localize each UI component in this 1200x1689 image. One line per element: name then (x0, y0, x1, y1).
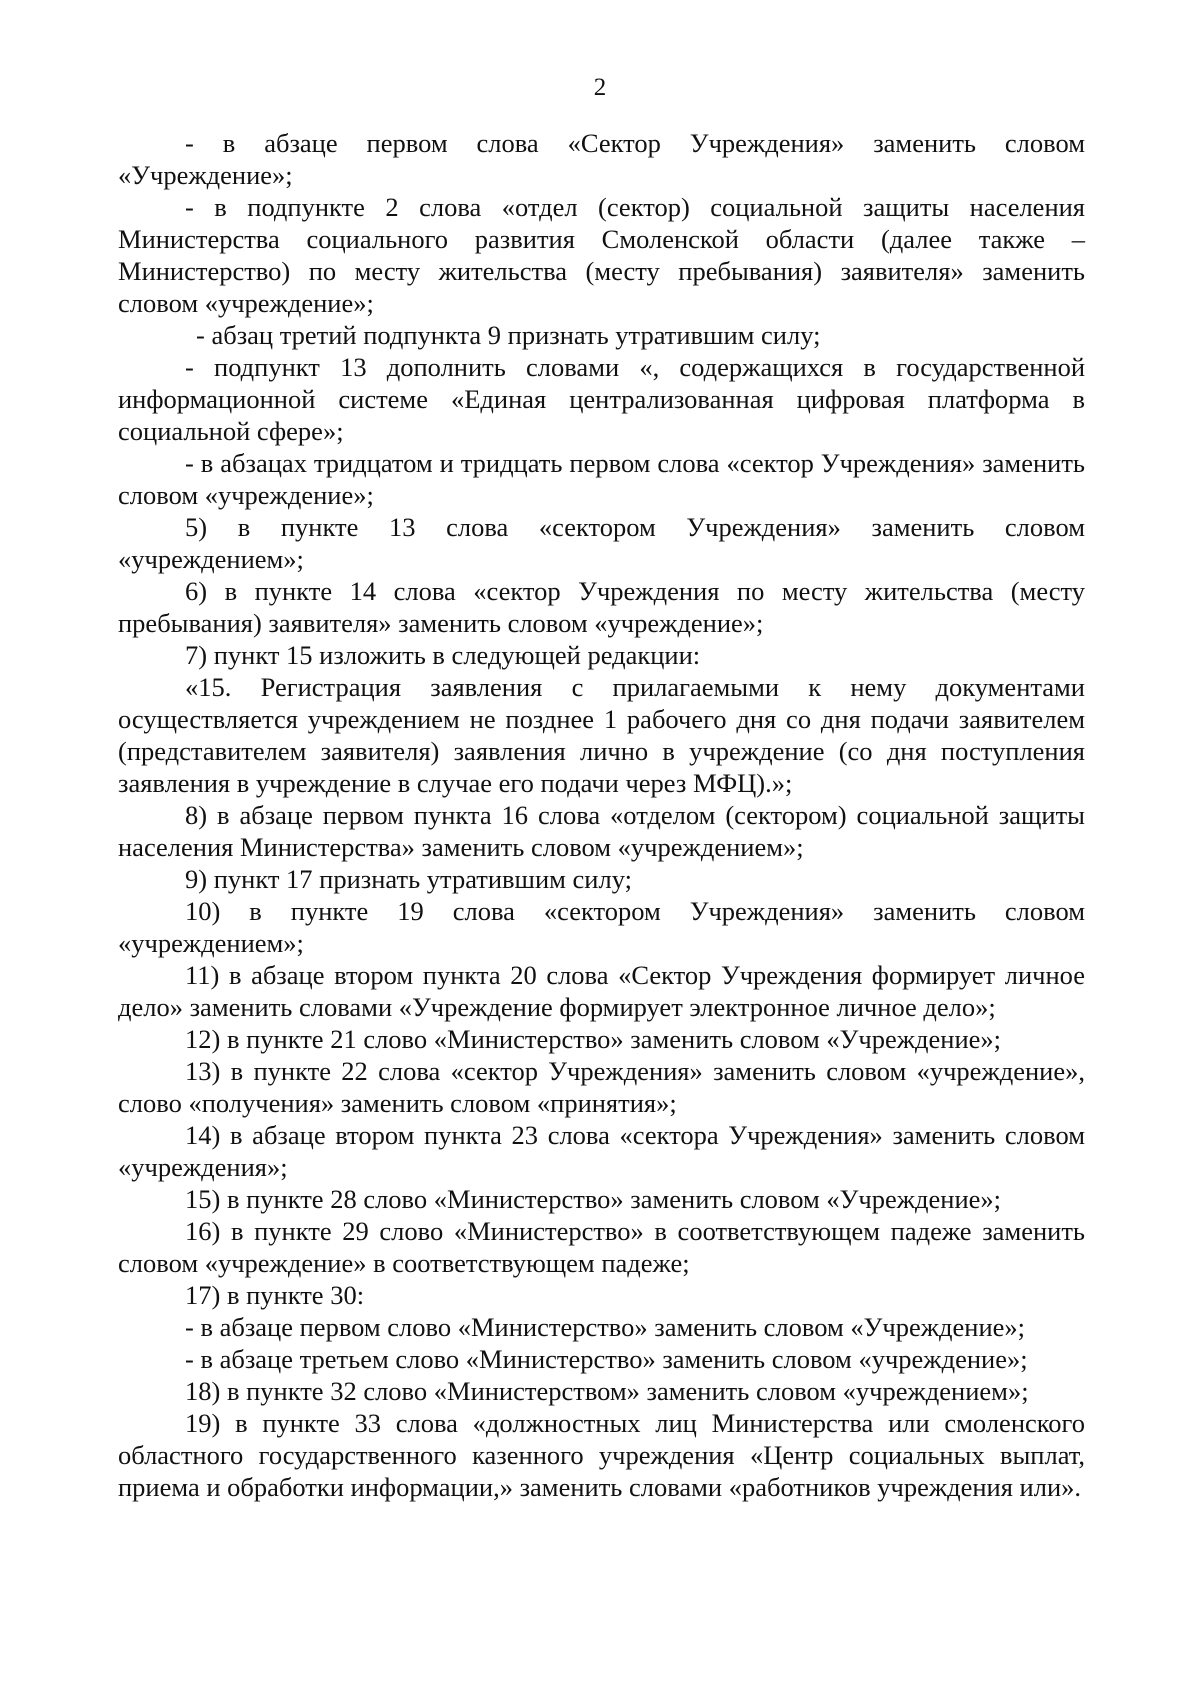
paragraph: 14) в абзаце втором пункта 23 слова «сектора Учреждения» заменить словом «учреждения»; (118, 1120, 1085, 1182)
paragraph: 9) пункт 17 признать утратившим силу; (185, 864, 632, 894)
paragraph: - абзац третий подпункта 9 признать утратившим силу; (196, 320, 821, 350)
paragraph: 12) в пункте 21 слово «Министерство» заменить словом «Учреждение»; (185, 1024, 1002, 1054)
paragraph: - в абзаце первом слово «Министерство» заменить словом «Учреждение»; (185, 1312, 1026, 1342)
document-body (118, 127, 1085, 1503)
paragraph: - в абзаце третьем слово «Министерство» заменить словом «учреждение»; (185, 1344, 1028, 1374)
paragraph: - в подпункте 2 слова «отдел (сектор) социальной защиты населения Министерства социального развития Смоленской области (далее также – Министерство) по месту жительства (месту пребывания) заявителя» заменить словом «учреждение»; (118, 192, 1085, 318)
paragraph: 13) в пункте 22 слова «сектор Учреждения» заменить словом «учреждение», слово «получения» заменить словом «принятия»; (118, 1056, 1085, 1118)
page-number: 2 (593, 74, 607, 101)
paragraph: - в абзаце первом слова «Сектор Учреждения» заменить словом «Учреждение»; (118, 128, 1085, 190)
paragraph: 17) в пункте 30: (185, 1280, 365, 1310)
paragraph: «15. Регистрация заявления с прилагаемыми к нему документами осуществляется учреждением не позднее 1 рабочего дня со дня подачи заявителем (представителем заявителя) заявления лично в учреждение (со дня поступления заявления в учреждение в случае его подачи через МФЦ).»; (118, 672, 1085, 798)
paragraph: 15) в пункте 28 слово «Министерство» заменить словом «Учреждение»; (185, 1184, 1002, 1214)
paragraph: 10) в пункте 19 слова «сектором Учреждения» заменить словом «учреждением»; (118, 896, 1085, 958)
paragraph: 7) пункт 15 изложить в следующей редакции: (185, 640, 701, 670)
paragraph: 5) в пункте 13 слова «сектором Учреждения» заменить словом «учреждением»; (118, 512, 1085, 574)
paragraph: 6) в пункте 14 слова «сектор Учреждения по месту жительства (месту пребывания) заявителя» заменить словом «учреждение»; (118, 576, 1085, 638)
paragraph: - подпункт 13 дополнить словами «, содержащихся в государственной информационной системе «Единая централизованная цифровая платформа в социальной сфере»; (118, 352, 1085, 446)
paragraph: 16) в пункте 29 слово «Министерство» в соответствующем падеже заменить словом «учреждение» в соответствующем падеже; (118, 1216, 1085, 1278)
paragraph: 8) в абзаце первом пункта 16 слова «отделом (сектором) социальной защиты населения Министерства» заменить словом «учреждением»; (118, 800, 1085, 862)
paragraph: 18) в пункте 32 слово «Министерством» заменить словом «учреждением»; (185, 1376, 1029, 1406)
paragraph: 19) в пункте 33 слова «должностных лиц Министерства или смоленского областного государственного казенного учреждения «Центр социальных выплат, приема и обработки информации,» заменить словами «работников учреждения или». (118, 1408, 1085, 1502)
paragraph: 11) в абзаце втором пункта 20 слова «Сектор Учреждения формирует личное дело» заменить словами «Учреждение формирует электронное личное дело»; (118, 960, 1085, 1022)
paragraph: - в абзацах тридцатом и тридцать первом слова «сектор Учреждения» заменить словом «учреждение»; (118, 448, 1085, 510)
